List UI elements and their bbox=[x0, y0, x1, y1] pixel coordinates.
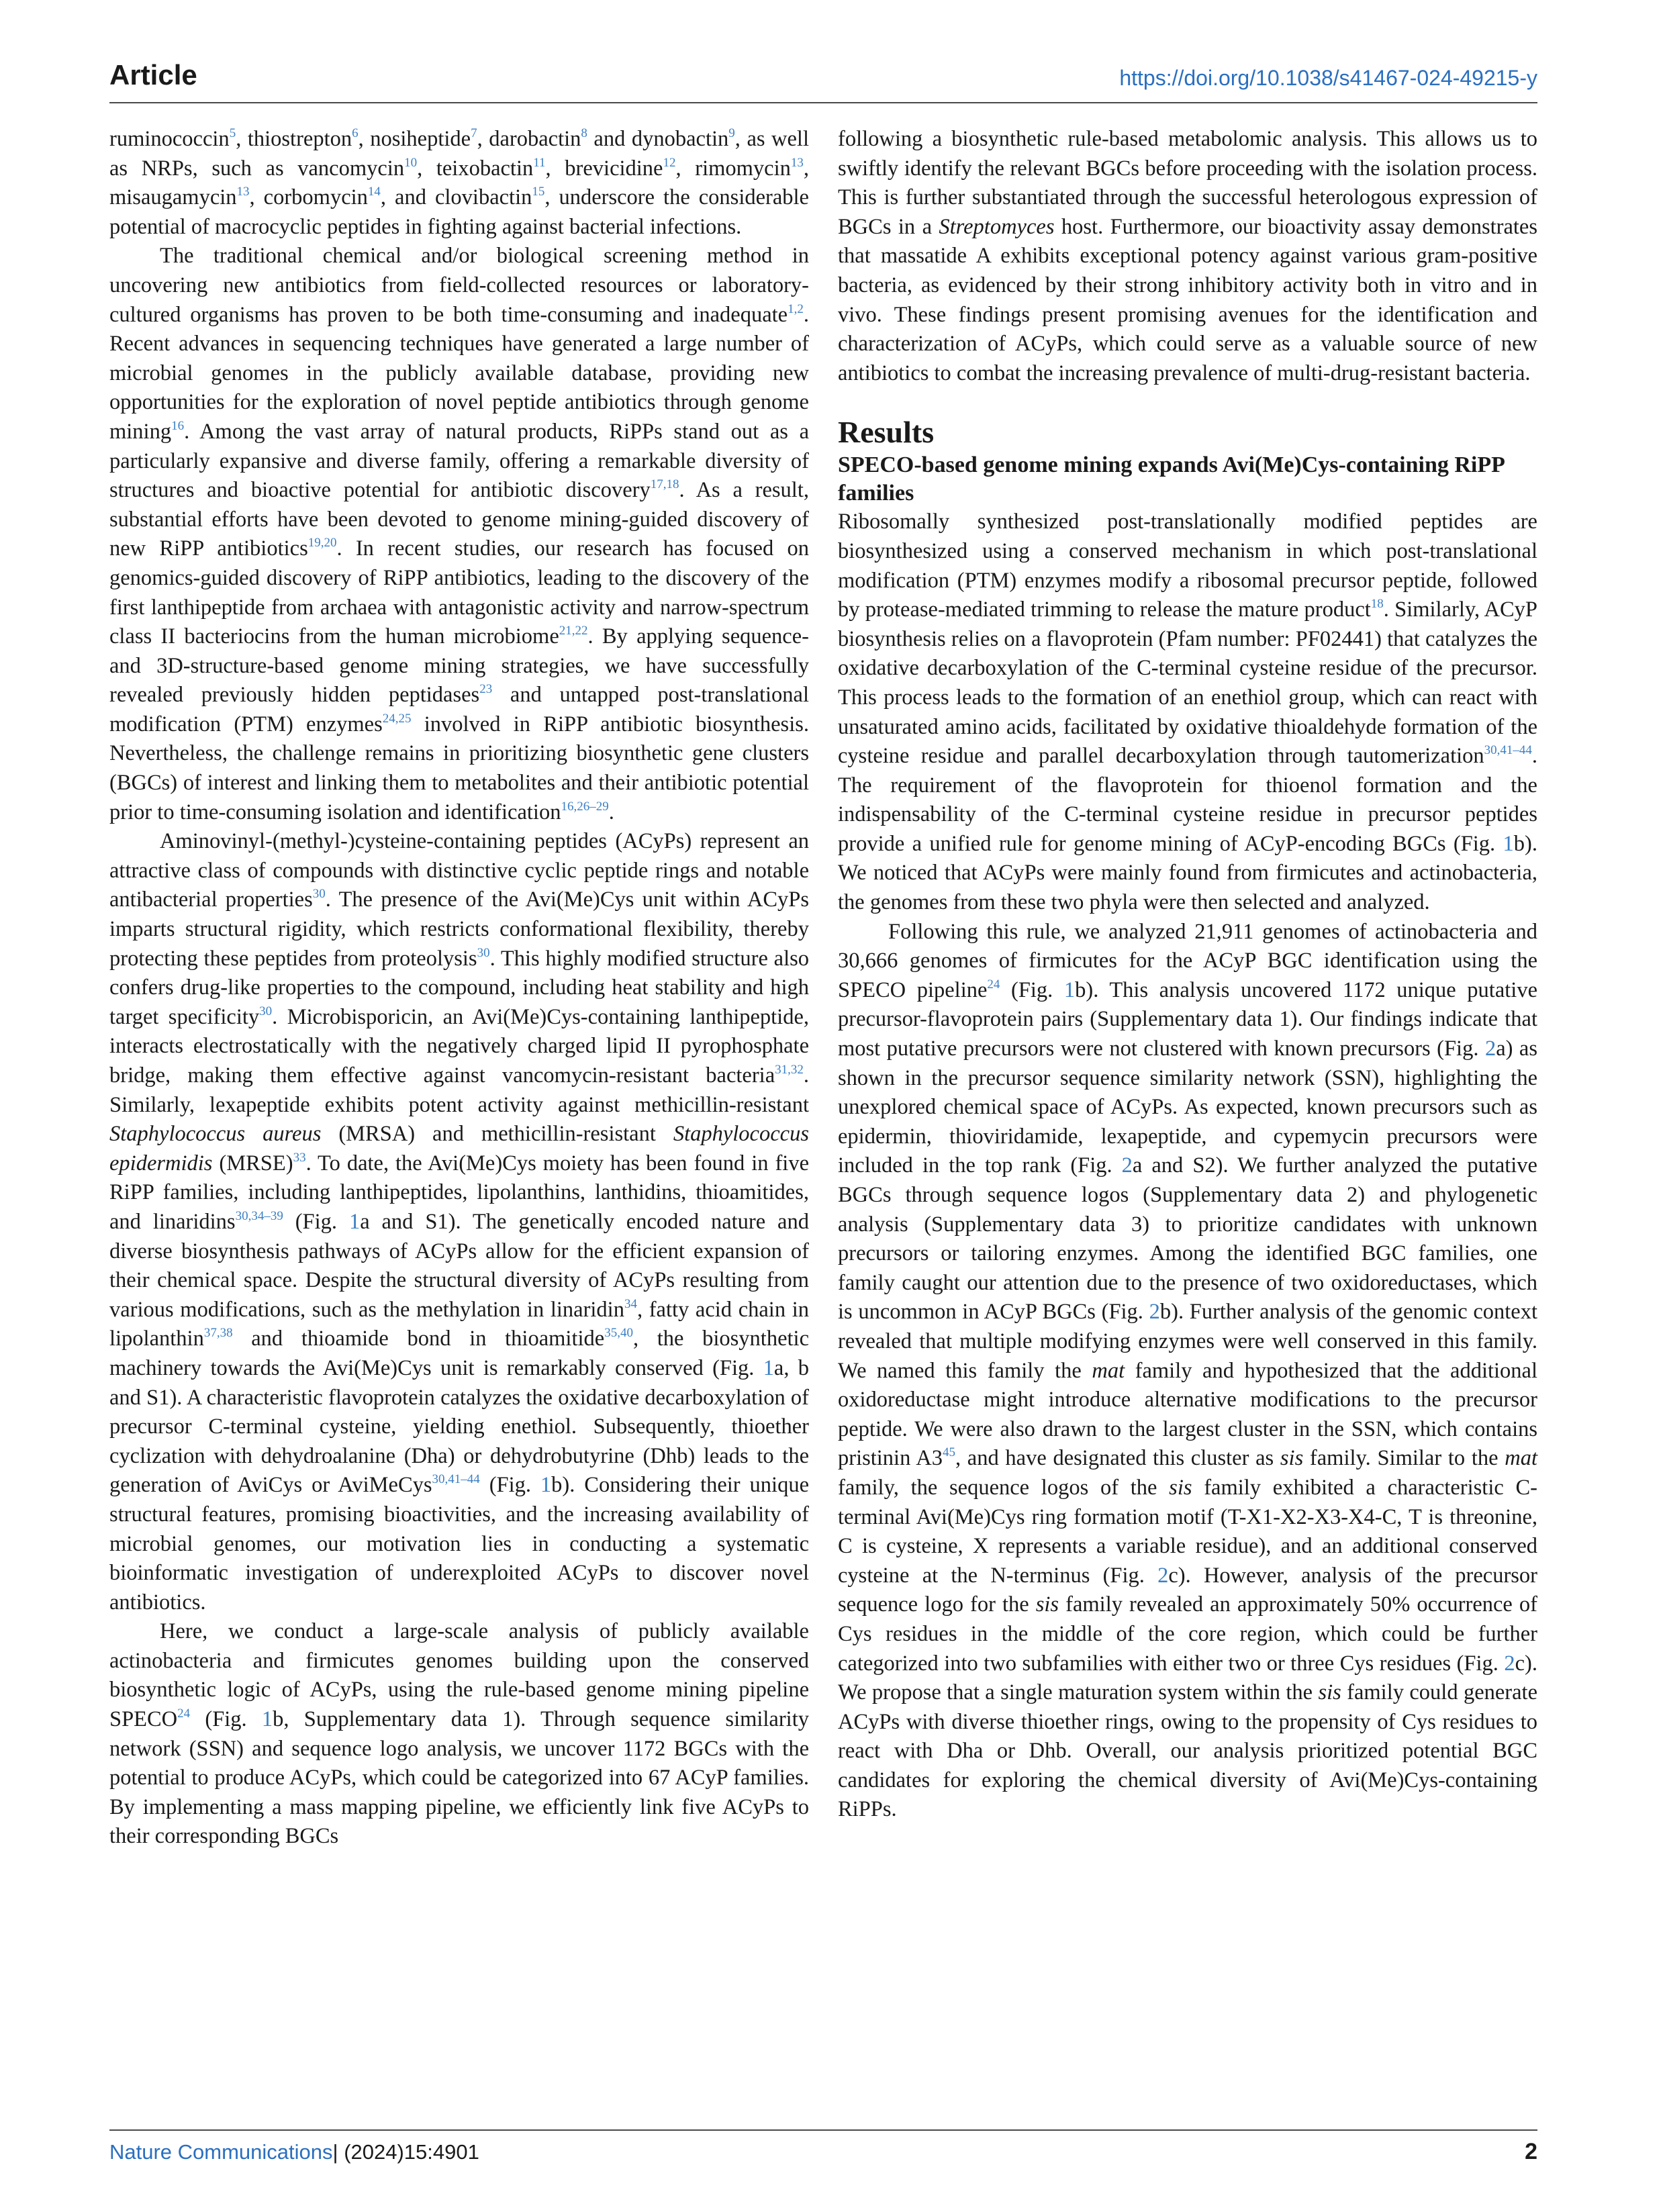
figure-ref[interactable]: 2 bbox=[1504, 1651, 1515, 1676]
text-run: , nosiheptide bbox=[358, 127, 471, 151]
citation-ref[interactable]: 24 bbox=[177, 1706, 191, 1721]
paragraph bbox=[109, 1617, 809, 1852]
italic-term: Staphylococcus epidermidis bbox=[109, 1122, 809, 1175]
text-run: , misaugamycin bbox=[109, 156, 809, 210]
citation-ref[interactable]: 16 bbox=[171, 418, 185, 433]
citation-ref[interactable]: 31,32 bbox=[775, 1063, 804, 1077]
page-number: 2 bbox=[1525, 2139, 1537, 2164]
text-run: b). This analysis uncovered 1172 unique putative precursor-flavoprotein pairs (Supplementary data 1). Our findings indicate that most putative precursors were not clustered with known precursors (Fig. bbox=[838, 977, 1537, 1061]
text-run: , teixobactin bbox=[417, 156, 534, 181]
text-run: . Microbisporicin, an Avi(Me)Cys-containing lanthipeptide, interacts electrostatically with the negatively charged lipid II pyrophosphate bridge, making them effective against vancomycin-resistant bacteria bbox=[109, 1004, 810, 1088]
text-run: family and hypothesized that the additional oxidoreductase might introduce alternative modifications to the precursor peptide. We were also drawn to the largest cluster in the SSN, which contains pristinin A3 bbox=[838, 1358, 1537, 1471]
text-run: b). Considering their unique structural features, promising bioactivities, and the increasing availability of microbial genomes, our motivation lies in conducting a systematic bioinformatic investigation of underexploited ACyPs to discover novel antibiotics. bbox=[109, 1473, 810, 1615]
article-type-label: Article bbox=[109, 59, 197, 91]
text-run: , rimomycin bbox=[675, 156, 791, 181]
text-run: a, b and S1). A characteristic flavoprotein catalyzes the oxidative decarboxylation of precursor C-terminal cysteine, yielding enethiol. Subsequently, thioether cyclization with dehydroalanine (Dha) or dehydrobutyrine (Dhb) leads to the generation of AviCys or AviMeCys bbox=[109, 1355, 809, 1498]
text-run: (MRSA) and methicillin-resistant bbox=[321, 1122, 673, 1147]
text-run: family could generate ACyPs with diverse thioether rings, owing to the propensity of Cys residues to react with Dha or Dhb. Overall, our analysis prioritized potential BGC candidates for exploring the chemical diversity of Avi(Me)Cys-containing RiPPs. bbox=[838, 1680, 1537, 1822]
header-divider bbox=[109, 102, 1537, 103]
figure-ref[interactable]: 1 bbox=[1503, 831, 1514, 856]
italic-term: Staphylococcus aureus bbox=[109, 1122, 322, 1147]
citation-ref[interactable]: 45 bbox=[942, 1445, 955, 1460]
text-run: , corbomycin bbox=[249, 185, 368, 210]
text-run: . bbox=[608, 800, 614, 824]
figure-ref[interactable]: 1 bbox=[763, 1355, 774, 1380]
text-run: Following this rule, we analyzed 21,911 genomes of actinobacteria and 30,666 genomes of firmicutes for the ACyP BGC identification using the SPECO pipeline bbox=[838, 919, 1537, 1002]
citation-ref[interactable]: 30 bbox=[259, 1004, 273, 1018]
citation-ref[interactable]: 13 bbox=[236, 185, 250, 199]
text-run: , brevicidine bbox=[545, 156, 663, 181]
text-run: . As a result, substantial efforts have been devoted to genome mining-guided discovery of new RiPP antibiotics bbox=[109, 478, 809, 561]
citation-ref[interactable]: 8 bbox=[581, 126, 587, 140]
text-run: . Among the vast array of natural products, RiPPs stand out as a particularly expansive and diverse family, offering a remarkable diversity of structures and bioactive potential for antibiotic discovery bbox=[109, 419, 809, 503]
citation-ref[interactable]: 1,2 bbox=[788, 301, 804, 316]
italic-term: mat bbox=[1505, 1446, 1537, 1471]
text-run: , as well as NRPs, such as vancomycin bbox=[109, 127, 809, 181]
citation-ref[interactable]: 15 bbox=[532, 185, 545, 199]
text-run: (Fig. bbox=[1000, 977, 1064, 1002]
text-run: , underscore the considerable potential of macrocyclic peptides in fighting against bacterial infections. bbox=[109, 185, 809, 239]
text-run: , fatty acid chain in lipolanthin bbox=[109, 1297, 809, 1351]
citation-ref[interactable]: 13 bbox=[790, 155, 804, 170]
text-run: (Fig. bbox=[190, 1707, 262, 1732]
citation-ref[interactable]: 12 bbox=[663, 155, 676, 170]
doi-link[interactable]: https://doi.org/10.1038/s41467-024-49215-y bbox=[1119, 66, 1537, 90]
left-column bbox=[109, 125, 809, 1852]
italic-term: sis bbox=[1169, 1475, 1192, 1500]
citation-ref[interactable]: 33 bbox=[293, 1150, 306, 1165]
figure-ref[interactable]: 2 bbox=[1149, 1300, 1160, 1325]
paragraph bbox=[109, 125, 809, 242]
italic-term: sis bbox=[1280, 1446, 1304, 1471]
text-run: . Similarly, ACyP biosynthesis relies on a flavoprotein (Pfam number: PF02441) that catalyzes the oxidative decarboxylation of the C-terminal cysteine residue of the precursor. This process leads to the formation of an enethiol group, which can react with unsaturated amino acids, facilitated by oxidative thioaldehyde formation of the cysteine residue and parallel decarboxylation through tautomerization bbox=[838, 597, 1537, 769]
text-run: (MRSE) bbox=[212, 1151, 293, 1175]
text-run: a and S2). We further analyzed the putative BGCs through sequence logos (Supplementary data 2) and phylogenetic analysis (Supplementary data 3) to prioritize candidates with unknown precursors or tailoring enzymes. Among the identified BGC families, one family caught our attention due to the presence of two oxidoreductases, which is uncommon in ACyP BGCs (Fig. bbox=[838, 1153, 1537, 1325]
text-run: Ribosomally synthesized post-translationally modified peptides are biosynthesized using a conserved mechanism in which post-translational modification (PTM) enzymes modify a ribosomal precursor peptide, followed by protease-mediated trimming to release the mature product bbox=[838, 510, 1537, 622]
text-run: family exhibited a characteristic C-terminal Avi(Me)Cys ring formation motif (T-X1-X2-X3-X4-C, T is threonine, C is cysteine, X represents a variable residue), and an additional conserved cysteine at the N-terminus (Fig. bbox=[838, 1475, 1537, 1588]
text-run: c). However, analysis of the precursor sequence logo for the bbox=[838, 1563, 1537, 1617]
paragraph bbox=[838, 125, 1537, 388]
text-run: , and have designated this cluster as bbox=[955, 1446, 1280, 1471]
text-run: Aminovinyl-(methyl-)cysteine-containing peptides (ACyPs) represent an attractive class of compounds with distinctive cyclic peptide rings and notable antibacterial properties bbox=[109, 829, 809, 912]
citation-ref[interactable]: 19,20 bbox=[307, 536, 337, 550]
citation-ref[interactable]: 30 bbox=[477, 945, 490, 960]
citation-ref[interactable]: 30,34–39 bbox=[235, 1208, 283, 1223]
paragraph bbox=[838, 508, 1537, 917]
citation-ref[interactable]: 30,41–44 bbox=[432, 1472, 480, 1487]
footer-divider bbox=[109, 2129, 1537, 2131]
text-run: (Fig. bbox=[283, 1209, 349, 1234]
text-run: (Fig. bbox=[479, 1473, 540, 1498]
citation-ref[interactable]: 24,25 bbox=[382, 711, 412, 726]
text-run: . This highly modified structure also confers drug-like properties to the compound, including heat stability and high target specificity bbox=[109, 946, 809, 1029]
citation-ref[interactable]: 34 bbox=[624, 1296, 637, 1311]
right-column-intro bbox=[838, 125, 1537, 388]
right-column bbox=[838, 125, 1537, 1825]
figure-ref[interactable]: 2 bbox=[1121, 1153, 1133, 1178]
text-run: ruminococcin bbox=[109, 127, 230, 151]
citation-ref[interactable]: 6 bbox=[352, 126, 359, 140]
text-run: , darobactin bbox=[477, 127, 581, 151]
citation-ref[interactable]: 16,26–29 bbox=[561, 799, 609, 814]
text-run: . To date, the Avi(Me)Cys moiety has been found in five RiPP families, including lanthipeptides, lipolanthins, lanthidins, thioamitides, and linaridins bbox=[109, 1151, 809, 1234]
text-run: host. Furthermore, our bioactivity assay demonstrates that massatide A exhibits exceptional potency against various gram-positive bacteria, as evidenced by their strong inhibitory activity both in vitro and in vivo. These findings present promising avenues for the identification and characterization of ACyPs, which could serve as a valuable source of new antibiotics to combat the increasing prevalence of multi-drug-resistant bacteria. bbox=[838, 214, 1537, 385]
results-body bbox=[838, 508, 1537, 1825]
citation-ref[interactable]: 23 bbox=[479, 682, 493, 697]
figure-ref[interactable]: 1 bbox=[348, 1209, 361, 1234]
italic-term: mat bbox=[1092, 1358, 1125, 1383]
paragraph bbox=[109, 827, 809, 1617]
text-run: family, the sequence logos of the bbox=[838, 1475, 1170, 1500]
section-subheading: SPECO-based genome mining expands Avi(Me)Cys-containing RiPP families bbox=[838, 452, 1505, 506]
paragraph bbox=[838, 918, 1537, 1825]
figure-ref[interactable]: 1 bbox=[261, 1707, 273, 1732]
citation-ref[interactable]: 30,41–44 bbox=[1484, 743, 1532, 758]
text-run: and dynobactin bbox=[587, 127, 729, 151]
text-run: The traditional chemical and/or biological screening method in uncovering new antibiotics from field-collected resources or laboratory-cultured organisms has proven to be both time-consuming and inadequate bbox=[109, 244, 809, 327]
text-run: involved in RiPP antibiotic biosynthesis. Nevertheless, the challenge remains in prioritizing biosynthetic gene clusters (BGCs) of interest and linking them to metabolites and their antibiotic potential prior to time-consuming isolation and identification bbox=[109, 712, 809, 824]
citation-ref[interactable]: 21,22 bbox=[559, 624, 588, 638]
text-run: a and S1). The genetically encoded nature and diverse biosynthesis pathways of ACyPs allow for the efficient expansion of their chemical space. Despite the structural diversity of ACyPs resulting from various modifications, such as the methylation in linaridin bbox=[109, 1209, 809, 1322]
text-run: b, Supplementary data 1). Through sequence similarity network (SSN) and sequence logo analysis, we uncover 1172 BGCs with the potential to produce ACyPs, which could be categorized into 67 ACyP families. By implementing a mass mapping pipeline, we efficiently link five ACyPs to their corresponding BGCs bbox=[109, 1707, 809, 1849]
citation-ref[interactable]: 10 bbox=[404, 155, 418, 170]
text-run: , the biosynthetic machinery towards the Avi(Me)Cys unit is remarkably conserved (Fig. bbox=[109, 1327, 809, 1380]
footer-citation bbox=[109, 2140, 479, 2164]
figure-ref[interactable]: 1 bbox=[1063, 977, 1076, 1002]
volume-info: | (2024)15:4901 bbox=[332, 2140, 479, 2164]
results-heading: Results bbox=[838, 415, 935, 450]
text-run: b). We noticed that ACyPs were mainly found from firmicutes and actinobacteria, the genomes from these two phyla were then selected and analyzed. bbox=[838, 831, 1537, 915]
italic-term: sis bbox=[1035, 1592, 1059, 1617]
text-run: following a biosynthetic rule-based metabolomic analysis. This allows us to swiftly identify the relevant BGCs before proceeding with the isolation process. This is further substantiated through the successful heterologous expression of BGCs in a bbox=[838, 127, 1537, 239]
text-run: . The requirement of the flavoprotein for thioenol formation and the indispensability of the C-terminal cysteine residue in precursor peptides provide a unified rule for genome mining of ACyP-encoding BGCs (Fig. bbox=[838, 744, 1537, 856]
text-run: , and clovibactin bbox=[380, 185, 532, 210]
italic-term: sis bbox=[1318, 1680, 1341, 1705]
citation-ref[interactable]: 35,40 bbox=[604, 1326, 633, 1341]
text-run: . In recent studies, our research has focused on genomics-guided discovery of RiPP antibiotics, leading to the discovery of the first lanthipeptide from archaea with antagonistic activity and narrow-spectrum class II bacteriocins from the human microbiome bbox=[109, 536, 809, 649]
text-run: . Recent advances in sequencing techniques have generated a large number of microbial genomes in the publicly available database, providing new opportunities for the exploration of novel peptide antibiotics through genome mining bbox=[109, 302, 809, 444]
text-run: and untapped post-translational modification (PTM) enzymes bbox=[109, 683, 810, 736]
citation-ref[interactable]: 14 bbox=[367, 185, 381, 199]
citation-ref[interactable]: 9 bbox=[728, 126, 735, 140]
figure-ref[interactable]: 2 bbox=[1484, 1037, 1496, 1061]
paragraph bbox=[109, 242, 809, 827]
text-run: . The presence of the Avi(Me)Cys unit within ACyPs imparts structural rigidity, which restricts conformational flexibility, thereby protecting these peptides from proteolysis bbox=[109, 887, 809, 971]
text-run: c). We propose that a single maturation system within the bbox=[838, 1651, 1537, 1705]
journal-name[interactable]: Nature Communications bbox=[109, 2140, 333, 2164]
citation-ref[interactable]: 18 bbox=[1370, 597, 1384, 612]
citation-ref[interactable]: 30 bbox=[312, 887, 326, 902]
citation-ref[interactable]: 37,38 bbox=[203, 1326, 233, 1341]
citation-ref[interactable]: 5 bbox=[229, 126, 236, 140]
text-run: . By applying sequence- and 3D-structure-based genome mining strategies, we have successfully revealed previously hidden peptidases bbox=[109, 624, 809, 708]
text-run: a) as shown in the precursor sequence similarity network (SSN), highlighting the unexplored chemical space of ACyPs. As expected, known precursors such as epidermin, thioviridamide, lexapeptide, and cypemycin precursors were included in the top rank (Fig. bbox=[838, 1037, 1538, 1178]
text-run: and thioamide bond in thioamitide bbox=[232, 1327, 605, 1351]
text-run: family. Similar to the bbox=[1303, 1446, 1505, 1471]
citation-ref[interactable]: 11 bbox=[533, 155, 546, 170]
text-run: b). Further analysis of the genomic context revealed that multiple modifying enzymes were well conserved in this family. We named this family the bbox=[838, 1300, 1537, 1383]
text-run: family revealed an approximately 50% occurrence of Cys residues in the middle of the core region, which could be further categorized into two subfamilies with either two or three Cys residues (Fig. bbox=[838, 1592, 1537, 1676]
text-run: Here, we conduct a large-scale analysis of publicly available actinobacteria and firmicutes genomes building upon the conserved biosynthetic logic of ACyPs, using the rule-based genome mining pipeline SPECO bbox=[109, 1619, 809, 1732]
citation-ref[interactable]: 7 bbox=[471, 126, 477, 140]
text-run: , thiostrepton bbox=[236, 127, 352, 151]
text-run: . Similarly, lexapeptide exhibits potent activity against methicillin-resistant bbox=[109, 1063, 809, 1117]
left-column-body bbox=[109, 125, 809, 1852]
figure-ref[interactable]: 2 bbox=[1157, 1563, 1169, 1588]
figure-ref[interactable]: 1 bbox=[540, 1473, 552, 1498]
citation-ref[interactable]: 24 bbox=[987, 977, 1000, 992]
italic-term: Streptomyces bbox=[939, 214, 1055, 239]
citation-ref[interactable]: 17,18 bbox=[650, 477, 679, 492]
